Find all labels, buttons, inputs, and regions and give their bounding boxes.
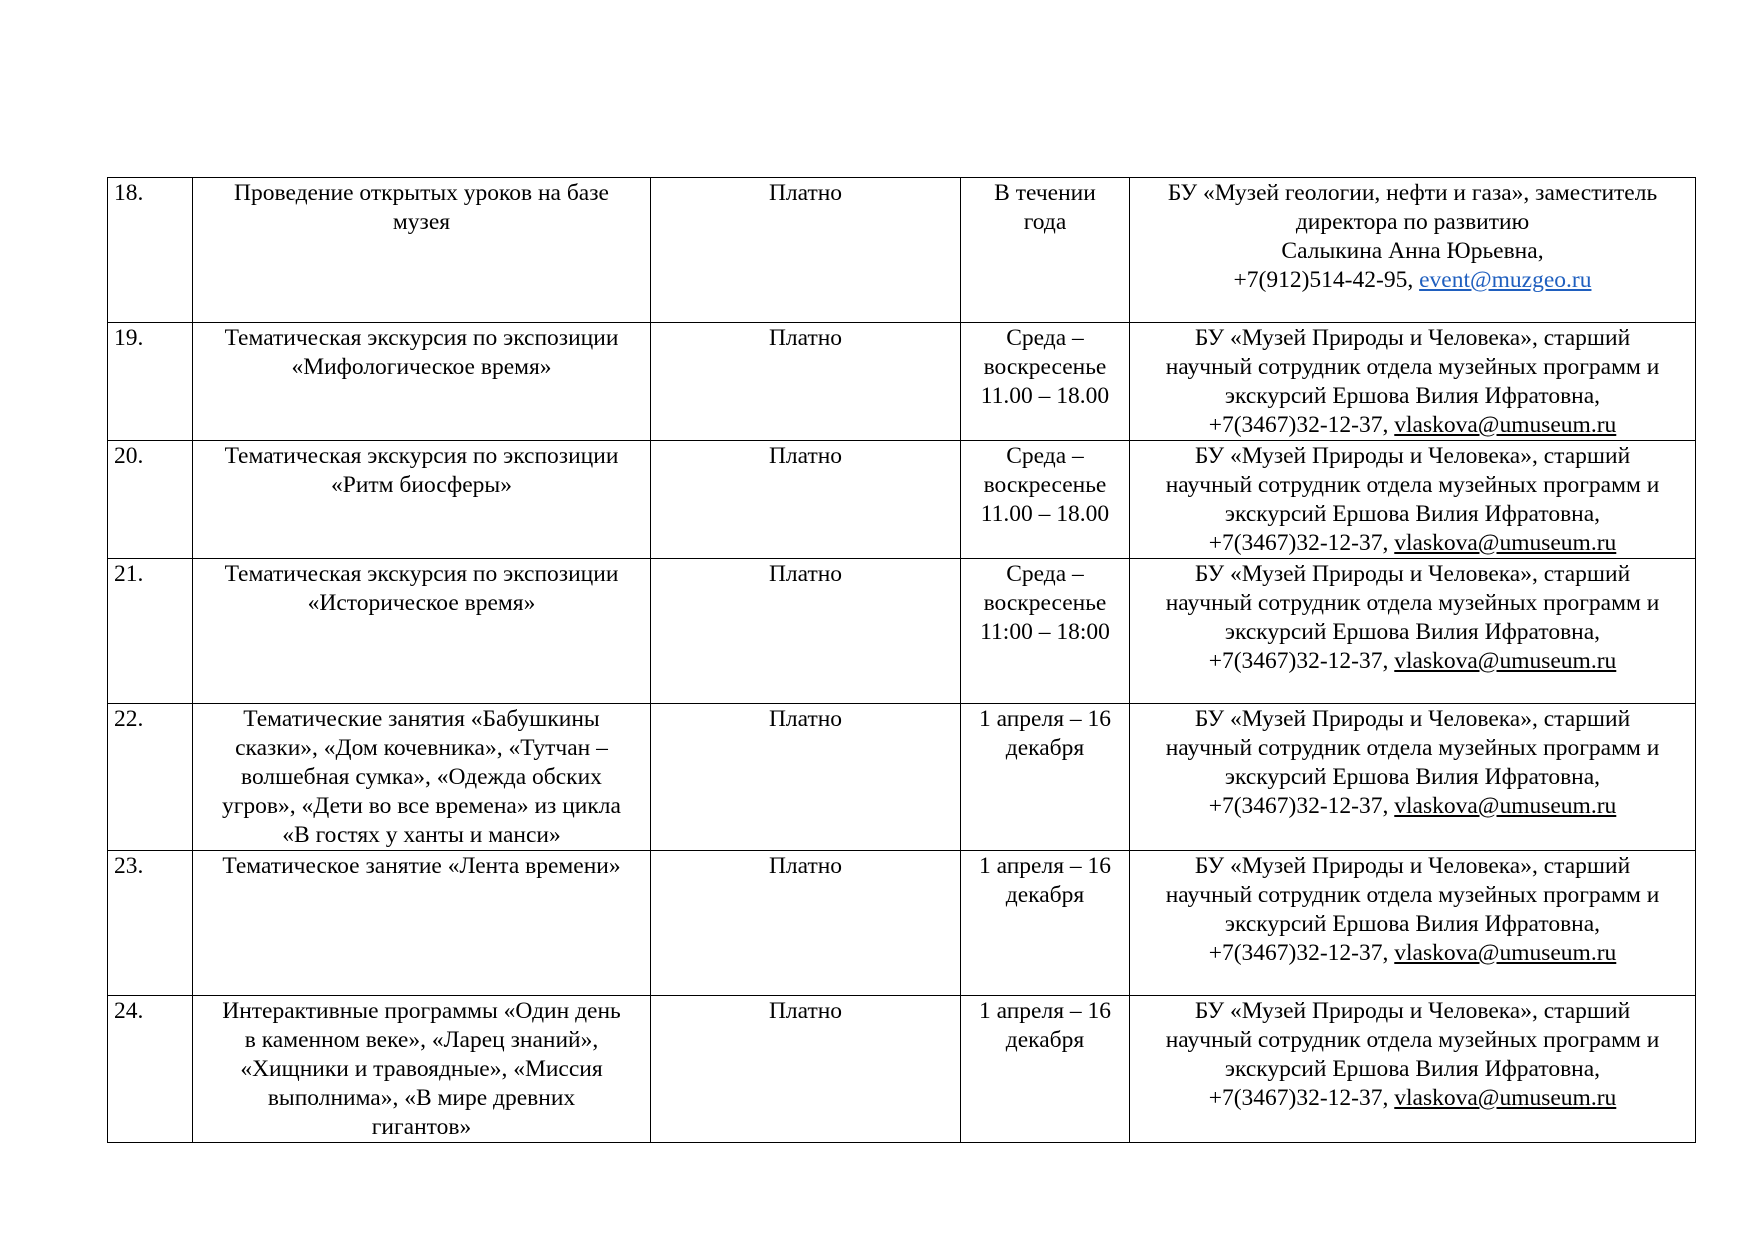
event-price xyxy=(651,851,961,996)
period-line: Среда – xyxy=(1006,443,1084,469)
contact-line: научный сотрудник отдела музейных программ и xyxy=(1165,354,1660,380)
event-price xyxy=(651,441,961,559)
row-number-text: 21. xyxy=(114,561,144,587)
row-number-text: 24. xyxy=(114,998,144,1024)
contact-phone: +7(3467)32-12-37, xyxy=(1208,793,1395,819)
title-line: волшебная сумка», «Одежда обских xyxy=(241,764,602,790)
period-line: 11.00 – 18.00 xyxy=(980,501,1110,527)
period-line: 1 апреля – 16 xyxy=(978,853,1112,879)
contact-line: научный сотрудник отдела музейных программ и xyxy=(1165,882,1660,908)
event-title xyxy=(193,704,651,851)
contact-line: директора по развитию xyxy=(1295,209,1530,235)
event-price xyxy=(651,704,961,851)
event-title xyxy=(193,323,651,441)
title-line: музея xyxy=(392,209,451,235)
contact-phone-email-line xyxy=(1136,792,1689,821)
contact-phone: +7(3467)32-12-37, xyxy=(1208,530,1395,556)
period-line: года xyxy=(1023,209,1067,235)
title-line: «Ритм биосферы» xyxy=(331,472,512,498)
contact-line: БУ «Музей Природы и Человека», старший xyxy=(1194,443,1631,469)
event-period xyxy=(961,704,1130,851)
contact-email-link[interactable]: vlaskova@umuseum.ru xyxy=(1394,793,1617,819)
contact-phone-email-line xyxy=(1136,647,1689,676)
price-text: Платно xyxy=(768,325,843,351)
contact-phone-email-line xyxy=(1136,411,1689,440)
event-price xyxy=(651,559,961,704)
contact-line: экскурсий Ершова Вилия Ифратовна, xyxy=(1224,501,1601,527)
price-text: Платно xyxy=(768,561,843,587)
event-contact xyxy=(1130,996,1696,1143)
event-title xyxy=(193,996,651,1143)
period-line: 11:00 – 18:00 xyxy=(980,619,1110,645)
contact-line: научный сотрудник отдела музейных программ и xyxy=(1165,1027,1660,1053)
table-row xyxy=(108,323,1696,441)
contact-line: научный сотрудник отдела музейных программ и xyxy=(1165,735,1660,761)
period-line: Среда – xyxy=(1006,325,1084,351)
period-line: декабря xyxy=(1005,1027,1085,1053)
event-contact xyxy=(1130,323,1696,441)
table-row xyxy=(108,178,1696,323)
table-row xyxy=(108,996,1696,1143)
period-line: 1 апреля – 16 xyxy=(978,706,1112,732)
contact-line: БУ «Музей Природы и Человека», старший xyxy=(1194,325,1631,351)
period-line: В течении xyxy=(994,180,1096,206)
row-number xyxy=(108,704,193,851)
title-line: угров», «Дети во все времена» из цикла xyxy=(222,793,621,819)
event-period xyxy=(961,996,1130,1143)
contact-line: БУ «Музей Природы и Человека», старший xyxy=(1194,706,1631,732)
title-line: гигантов» xyxy=(371,1114,472,1140)
contact-phone-email-line xyxy=(1136,529,1689,558)
events-table xyxy=(107,177,1696,1143)
title-line: в каменном веке», «Ларец знаний», xyxy=(244,1027,599,1053)
contact-line: БУ «Музей геологии, нефти и газа», заместитель xyxy=(1167,180,1658,206)
contact-line: БУ «Музей Природы и Человека», старший xyxy=(1194,998,1631,1024)
price-text: Платно xyxy=(768,443,843,469)
event-contact xyxy=(1130,704,1696,851)
event-title xyxy=(193,851,651,996)
contact-line: БУ «Музей Природы и Человека», старший xyxy=(1194,853,1631,879)
title-line: сказки», «Дом кочевника», «Тутчан – xyxy=(235,735,608,761)
contact-phone-email-line xyxy=(1136,266,1689,295)
title-line: выполнима», «В мире древних xyxy=(267,1085,576,1111)
contact-phone-email-line xyxy=(1136,1084,1689,1113)
period-line: воскресенье xyxy=(983,354,1107,380)
title-line: «Историческое время» xyxy=(307,590,536,616)
period-line: 11.00 – 18.00 xyxy=(980,383,1110,409)
event-title xyxy=(193,441,651,559)
row-number xyxy=(108,559,193,704)
title-line: Интерактивные программы «Один день xyxy=(222,998,621,1024)
price-text: Платно xyxy=(768,853,843,879)
event-period xyxy=(961,441,1130,559)
price-text: Платно xyxy=(768,998,843,1024)
contact-phone: +7(3467)32-12-37, xyxy=(1208,648,1395,674)
contact-line: Салыкина Анна Юрьевна, xyxy=(1281,238,1544,264)
event-price xyxy=(651,323,961,441)
title-line: «Мифологическое время» xyxy=(291,354,552,380)
title-line: «В гостях у ханты и манси» xyxy=(282,822,561,848)
title-line: Тематическая экскурсия по экспозиции xyxy=(224,325,619,351)
event-period xyxy=(961,323,1130,441)
row-number xyxy=(108,441,193,559)
contact-line: экскурсий Ершова Вилия Ифратовна, xyxy=(1224,383,1601,409)
contact-line: экскурсий Ершова Вилия Ифратовна, xyxy=(1224,619,1601,645)
contact-email-link[interactable]: vlaskova@umuseum.ru xyxy=(1394,1085,1617,1111)
period-line: декабря xyxy=(1005,735,1085,761)
contact-email-link[interactable]: vlaskova@umuseum.ru xyxy=(1394,940,1617,966)
contact-email-link[interactable]: event@muzgeo.ru xyxy=(1419,267,1592,293)
contact-line: экскурсий Ершова Вилия Ифратовна, xyxy=(1224,1056,1601,1082)
contact-line: экскурсий Ершова Вилия Ифратовна, xyxy=(1224,764,1601,790)
event-contact xyxy=(1130,178,1696,323)
title-line: Тематическая экскурсия по экспозиции xyxy=(224,561,619,587)
contact-phone: +7(912)514-42-95, xyxy=(1233,267,1420,293)
contact-email-link[interactable]: vlaskova@umuseum.ru xyxy=(1394,530,1617,556)
contact-line: научный сотрудник отдела музейных программ и xyxy=(1165,590,1660,616)
event-period xyxy=(961,178,1130,323)
event-period xyxy=(961,559,1130,704)
period-line: декабря xyxy=(1005,882,1085,908)
row-number-text: 22. xyxy=(114,706,144,732)
table-row xyxy=(108,704,1696,851)
event-period xyxy=(961,851,1130,996)
event-contact xyxy=(1130,559,1696,704)
row-number-text: 18. xyxy=(114,180,144,206)
title-line: «Хищники и травоядные», «Миссия xyxy=(240,1056,603,1082)
event-price xyxy=(651,996,961,1143)
contact-line: экскурсий Ершова Вилия Ифратовна, xyxy=(1224,911,1601,937)
row-number-text: 20. xyxy=(114,443,144,469)
row-number xyxy=(108,323,193,441)
period-line: воскресенье xyxy=(983,472,1107,498)
contact-email-link[interactable]: vlaskova@umuseum.ru xyxy=(1394,412,1617,438)
row-number xyxy=(108,851,193,996)
contact-line: БУ «Музей Природы и Человека», старший xyxy=(1194,561,1631,587)
title-line: Проведение открытых уроков на базе xyxy=(234,180,609,206)
row-number-text: 19. xyxy=(114,325,144,351)
event-title xyxy=(193,559,651,704)
price-text: Платно xyxy=(768,706,843,732)
price-text: Платно xyxy=(768,180,843,206)
contact-email-link[interactable]: vlaskova@umuseum.ru xyxy=(1394,648,1617,674)
period-line: 1 апреля – 16 xyxy=(978,998,1112,1024)
period-line: Среда – xyxy=(1006,561,1084,587)
title-line: Тематическое занятие «Лента времени» xyxy=(222,853,621,879)
event-price xyxy=(651,178,961,323)
contact-phone: +7(3467)32-12-37, xyxy=(1208,940,1395,966)
contact-phone: +7(3467)32-12-37, xyxy=(1208,1085,1395,1111)
table-row xyxy=(108,441,1696,559)
event-contact xyxy=(1130,851,1696,996)
contact-phone: +7(3467)32-12-37, xyxy=(1208,412,1395,438)
row-number-text: 23. xyxy=(114,853,144,879)
event-title xyxy=(193,178,651,323)
contact-line: научный сотрудник отдела музейных программ и xyxy=(1165,472,1660,498)
table-row xyxy=(108,559,1696,704)
row-number xyxy=(108,178,193,323)
contact-phone-email-line xyxy=(1136,939,1689,968)
row-number xyxy=(108,996,193,1143)
period-line: воскресенье xyxy=(983,590,1107,616)
table-row xyxy=(108,851,1696,996)
title-line: Тематические занятия «Бабушкины xyxy=(243,706,600,732)
event-contact xyxy=(1130,441,1696,559)
title-line: Тематическая экскурсия по экспозиции xyxy=(224,443,619,469)
